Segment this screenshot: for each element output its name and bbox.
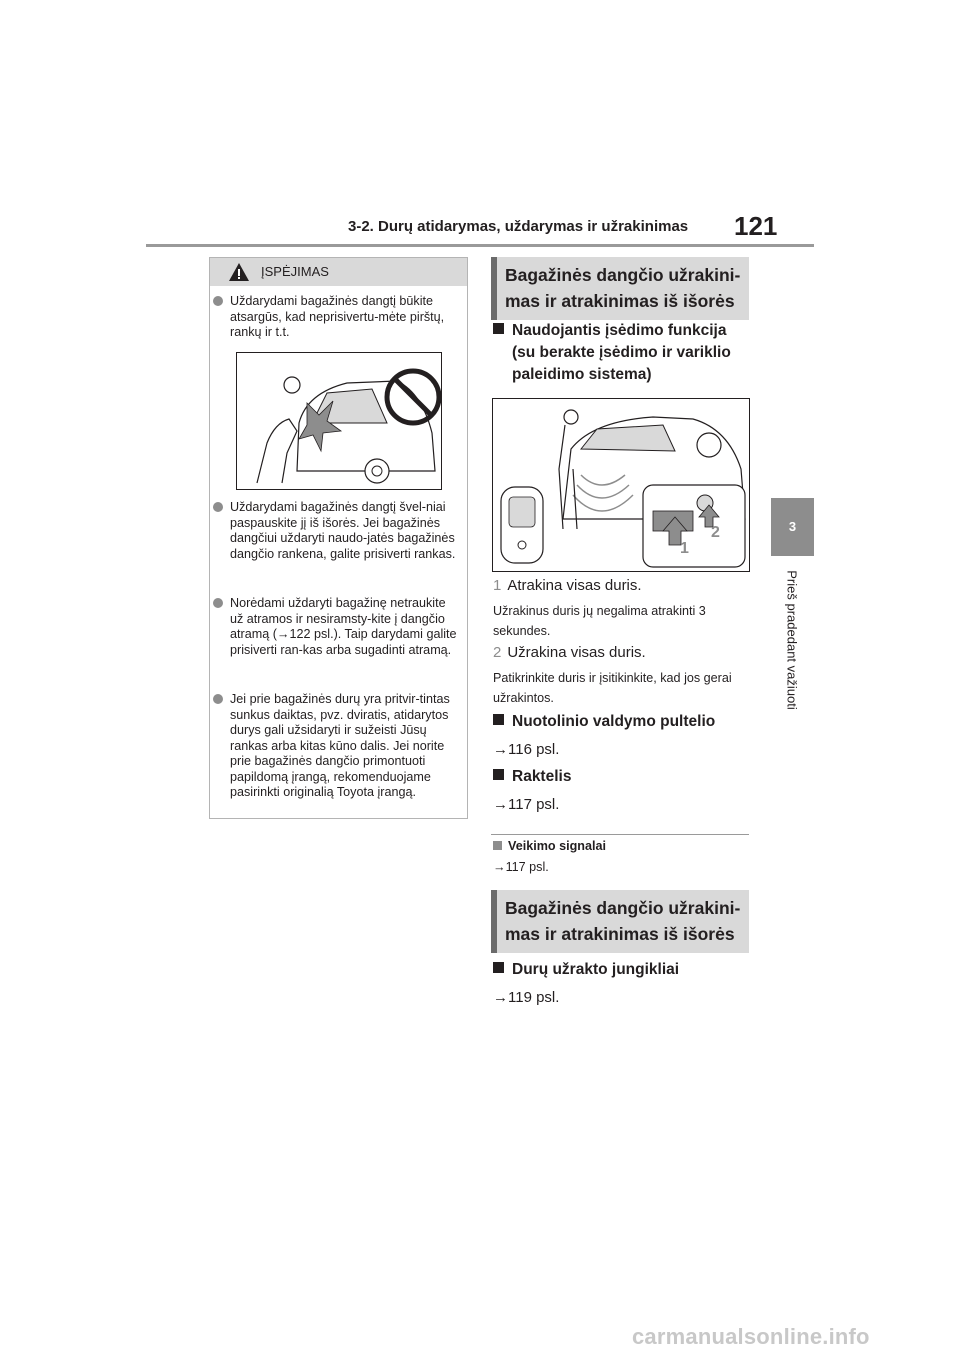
- warning-item: Uždarydami bagažinės dangtį švel-niai paspauskite jį iš išorės. Jei bagažinės dangčiui uždaryti naudo-jatės bagažinės dangčio rankena, galite prisiverti rankas.: [230, 500, 462, 562]
- square-bullet-icon: [493, 841, 502, 850]
- step-1-note: Užrakinus duris jų negalima atrakinti 3 sekundes.: [493, 604, 706, 638]
- bullet-icon: [213, 502, 223, 512]
- watermark: carmanualsonline.info: [632, 1324, 870, 1349]
- signals-heading: Veikimo signalai: [493, 839, 606, 853]
- chapter-tab-label: Prieš pradedant važiuoti: [784, 570, 800, 710]
- key-page-ref: →117 psl.: [493, 796, 560, 813]
- warning-item: Jei prie bagažinės durų yra pritvir-tintas sunkus daiktas, pvz. dviratis, atidarytos durys gali užsidaryti ir sužeisti Jūsų rankas arba kitas kūno dalis. Jei norite prie bagažinės dangčio primontuoti papildomą įrangą, rekomenduojame pasirinkti originalią Toyota įrangą.: [230, 692, 462, 801]
- car-trunk-hand-illustration: [237, 353, 441, 489]
- page-number: 121: [734, 211, 778, 241]
- warning-triangle-icon: [228, 262, 250, 282]
- section-title: 3-2. Durų atidarymas, uždarymas ir užrakinimas: [348, 218, 689, 235]
- square-bullet-icon: [493, 714, 504, 725]
- door-switches-heading: Durų užrakto jungikliai: [493, 961, 679, 979]
- remote-page-ref: →116 psl.: [493, 741, 560, 758]
- bullet-icon: [213, 694, 223, 704]
- key-heading: Raktelis: [493, 768, 571, 786]
- section-heading: Bagažinės dangčio užrakini- mas ir atrakinimas iš išorės: [505, 265, 741, 311]
- section-heading: Bagažinės dangčio užrakini- mas ir atrakinimas iš išorės: [505, 898, 741, 944]
- header-divider: [146, 244, 814, 247]
- chapter-tab-number: 3: [788, 519, 797, 534]
- section-divider: [491, 834, 749, 835]
- square-bullet-icon: [493, 962, 504, 973]
- step-1: 1 Atrakina visas duris.: [493, 577, 642, 594]
- remote-heading: Nuotolinio valdymo pultelio: [493, 713, 715, 731]
- warning-title: ĮSPĖJIMAS: [261, 264, 329, 279]
- figure-label-1: 1: [680, 540, 689, 557]
- door-switches-page-ref: →119 psl.: [493, 989, 560, 1006]
- trunk-lock-buttons-illustration: [493, 399, 749, 571]
- warning-item: Uždarydami bagažinės dangtį būkite atsargūs, kad neprisivertu-mėte pirštų, rankų ir t.t.: [230, 294, 462, 341]
- signals-page-ref: →117 psl.: [493, 860, 549, 874]
- square-bullet-icon: [493, 769, 504, 780]
- step-2-note: Patikrinkite duris ir įsitikinkite, kad jos gerai užrakintos.: [493, 671, 732, 705]
- warning-illustration: [236, 352, 442, 490]
- figure-label-2: 2: [711, 524, 720, 541]
- step-2: 2 Užrakina visas duris.: [493, 644, 646, 661]
- smart-entry-heading: Naudojantis įsėdimo funkcija (su berakte įsėdimo ir variklio paleidimo sistema): [493, 320, 731, 386]
- bullet-icon: [213, 296, 223, 306]
- square-bullet-icon: [493, 323, 504, 334]
- bullet-icon: [213, 598, 223, 608]
- warning-item: Norėdami uždaryti bagažinę netraukite už atramos ir nesiramsty-kite į dangčio atramą (→122 psl.). Taip darydami galite prisiverti ran-kas arba sugadinti atramą.: [230, 596, 462, 658]
- smart-entry-illustration: [492, 398, 750, 572]
